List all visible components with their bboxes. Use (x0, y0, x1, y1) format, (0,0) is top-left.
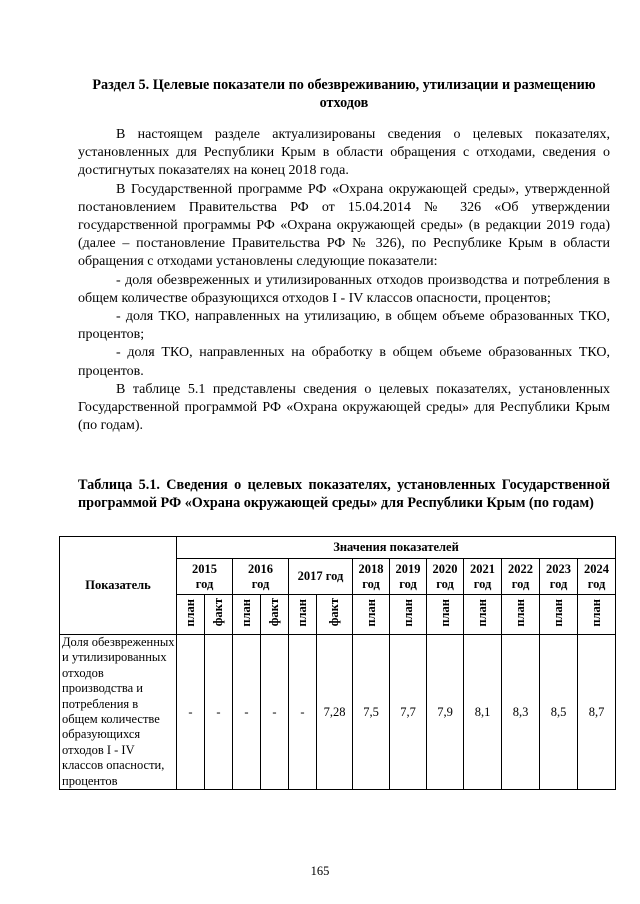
paragraph: В Государственной программе РФ «Охрана окружающей среды», утвержденной постановлением Правительства РФ от 15.04.2014 № 326 «Об утверждении государственной программы РФ «Охрана окружающей среды» (в редакции 2019 года) (далее – постановление Правительства РФ № 326), по Республике Крым в области обращения с отходами установлены следующие показатели: (78, 181, 610, 270)
subheader-cell: план (540, 595, 578, 635)
subheader-cell: план (177, 595, 205, 635)
year-header: 2017 год (289, 559, 353, 595)
paragraph: В настоящем разделе актуализированы сведения о целевых показателях, установленных для Республики Крым в области обращения с отходами, сведения о достигнутых показателях на конец 2018 года. (78, 127, 610, 179)
value-cell: - (205, 635, 233, 790)
page-number: 165 (310, 864, 330, 878)
indicator-cell: Доля обезвреженных и утилизированных отходов производства и потребления в общем количестве образующихся отходов I - IV классов опасности, процентов (60, 635, 177, 790)
subheader-cell: план (353, 595, 390, 635)
subheader-cell: план (289, 595, 317, 635)
subheader-cell: план (390, 595, 427, 635)
subheader-cell: план (233, 595, 261, 635)
year-header: 2019 год (390, 559, 427, 595)
year-header: 2015 год (177, 559, 233, 595)
table-row (60, 635, 616, 790)
paragraph: В таблице 5.1 представлены сведения о целевых показателях, установленных Государственной программой РФ «Охрана окружающей среды» для Республики Крым (по годам). (78, 381, 610, 434)
value-cell: 8,5 (540, 635, 578, 790)
year-header: 2022 год (502, 559, 540, 595)
value-cell: 7,28 (317, 635, 353, 790)
value-cell: 8,1 (464, 635, 502, 790)
year-header: 2021 год (464, 559, 502, 595)
value-cell: - (289, 635, 317, 790)
subheader-cell: план (464, 595, 502, 635)
section-heading: Раздел 5. Целевые показатели по обезвреживанию, утилизации и размещению отходов (92, 77, 596, 111)
value-cell: 8,7 (578, 635, 616, 790)
value-cell: - (177, 635, 205, 790)
subheader-cell: факт (317, 595, 353, 635)
indicators-table (59, 536, 616, 790)
year-header: 2016 год (233, 559, 289, 595)
paragraph: - доля обезвреженных и утилизированных отходов производства и потребления в общем количестве образующихся отходов I - IV классов опасности, процентов; (78, 272, 610, 306)
value-cell: - (233, 635, 261, 790)
year-header: 2018 год (353, 559, 390, 595)
paragraph: - доля ТКО, направленных на обработку в общем объеме образованных ТКО, процентов. (78, 345, 610, 379)
value-cell: 7,9 (427, 635, 464, 790)
subheader-cell: факт (261, 595, 289, 635)
value-cell: 7,5 (353, 635, 390, 790)
body-text (78, 126, 610, 435)
subheader-cell: план (427, 595, 464, 635)
table-caption: Таблица 5.1. Сведения о целевых показателях, установленных Государственной программой РФ «Охрана окружающей среды» для Республики Крым (по годам) (78, 477, 610, 511)
year-header: 2020 год (427, 559, 464, 595)
value-cell: 7,7 (390, 635, 427, 790)
year-header: 2023 год (540, 559, 578, 595)
values-column-header: Значения показателей (177, 537, 616, 559)
paragraph: - доля ТКО, направленных на утилизацию, в общем объеме образованных ТКО, процентов; (78, 309, 610, 343)
value-cell: 8,3 (502, 635, 540, 790)
subheader-cell: план (502, 595, 540, 635)
value-cell: - (261, 635, 289, 790)
subheader-cell: план (578, 595, 616, 635)
year-header: 2024 год (578, 559, 616, 595)
indicator-column-header: Показатель (60, 537, 177, 635)
subheader-cell: факт (205, 595, 233, 635)
